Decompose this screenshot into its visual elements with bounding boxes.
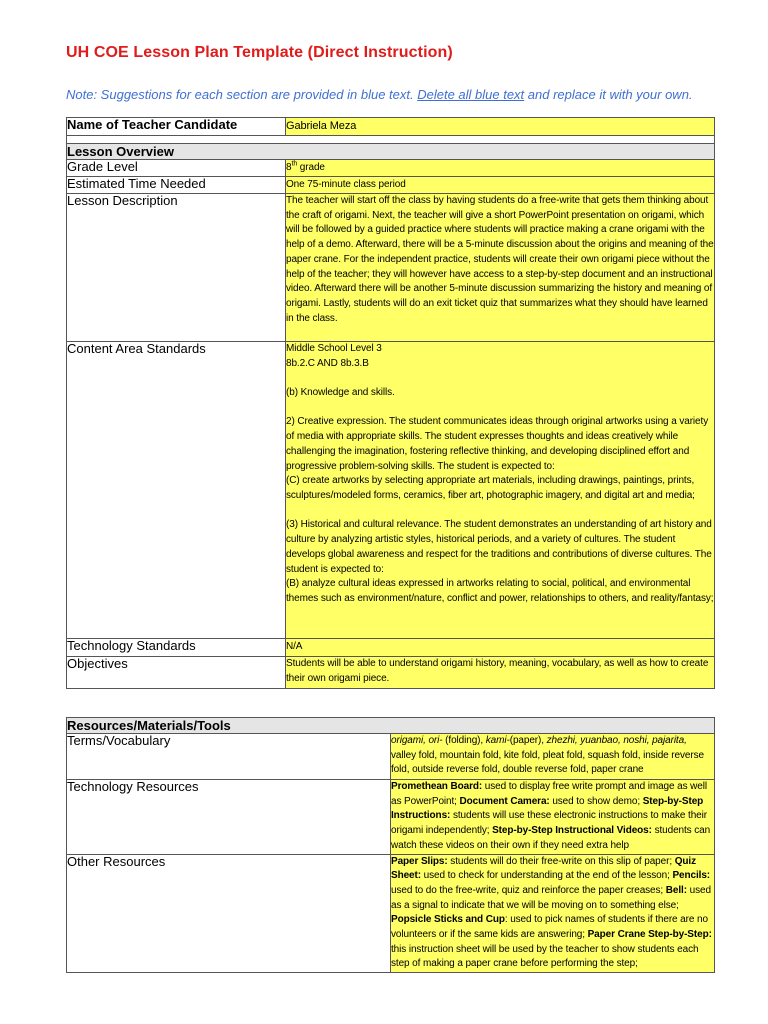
teacher-name-label: Name of Teacher Candidate [67, 118, 286, 136]
tech-resources-label: Technology Resources [67, 780, 391, 855]
lesson-overview-table [66, 117, 715, 689]
instruction-note [66, 87, 693, 102]
content-standards-label: Content Area Standards [67, 342, 286, 639]
standards-level: Middle School Level 3 [286, 343, 382, 354]
other-resources-value[interactable] [391, 854, 715, 973]
time-needed-label: Estimated Time Needed [67, 177, 286, 194]
time-needed-value[interactable]: One 75-minute class period [286, 177, 715, 194]
grade-level-label: Grade Level [67, 160, 286, 177]
resources-table [66, 717, 715, 973]
terms-value[interactable] [391, 734, 715, 780]
objectives-label: Objectives [67, 657, 286, 689]
standards-knowledge: (b) Knowledge and skills. [286, 387, 395, 399]
lesson-description-label: Lesson Description [67, 194, 286, 342]
standards-para-c: (C) create artworks by selecting appropriate art materials, including drawings, paintings, prints, sculptures/modeled forms, ceramics, fiber art, photographic imagery, and digital art and media; [286, 475, 695, 501]
grade-ordinal: th [291, 160, 298, 168]
paper-slips-desc: students will do their free-write on this slip of paper; [447, 855, 675, 867]
bell: Bell: [665, 884, 687, 896]
page-title: UH COE Lesson Plan Template (Direct Instruction) [66, 44, 453, 61]
quiz-sheet: Quiz Sheet: [391, 855, 696, 882]
pencils-desc: used to do the free-write, quiz and reinforce the paper creases; [391, 884, 666, 896]
grade-number: 8 [286, 161, 292, 173]
term-origami: origami, ori- [391, 735, 443, 746]
terms-label: Terms/Vocabulary [67, 734, 391, 780]
lesson-overview-heading: Lesson Overview [67, 144, 715, 160]
promethean-desc: used to display free write prompt and image as well as PowerPoint; [391, 781, 708, 807]
tech-resources-value[interactable] [391, 780, 715, 855]
tech-standards-label: Technology Standards [67, 639, 286, 657]
document-camera-desc: used to show demo; [549, 795, 643, 807]
standards-para-b: (B) analyze cultural ideas expressed in artworks relating to social, political, and environmental themes such as environment/nature, conflict and power, relationships to others, and reality/fantasy; [286, 578, 714, 604]
quiz-sheet-desc: used to check for understanding at the end of the lesson; [420, 870, 673, 882]
term-italic-list: zhezhi, yuanbao, noshi, pajarita, [546, 735, 687, 746]
spacer-row [67, 136, 715, 144]
promethean-board: Promethean Board: [391, 781, 483, 792]
term-kami: kami- [485, 735, 510, 746]
step-instructions-desc: students will use these electronic instructions to make their origami independently; [391, 810, 707, 837]
step-videos: Step-by-Step Instructional Videos: [492, 825, 652, 837]
lesson-description-value[interactable]: The teacher will start off the class by having students do a free-write that gets them thinking about the craft of origami. Next, the teacher will give a short PowerPoint presentation on origami, which will be followed by a guided practice where students will practice making a crane origami with the help of a demo. Afterward, there will be a 5-minute discussion about the origins and meaning of the paper crane. For the independent practice, students will create their own origami piece without the help of the teacher; they will however have access to a step-by-step document and an instructional video. Afterward there will be another 5-minute discussion summarizing the history and meaning of origami. Lastly, students will do an exit ticket quiz that summarizes what they should have learned in the class. [286, 194, 715, 342]
objectives-value[interactable]: Students will be able to understand origami history, meaning, vocabulary, as well as how to create their own origami piece. [286, 657, 715, 689]
term-paper: (paper), [509, 735, 547, 746]
paper-crane-steps-desc: this instruction sheet will be used by the teacher to show students each step of making a paper crane before performing the step; [391, 943, 699, 970]
step-instructions: Step-by-Step Instructions: [391, 795, 704, 822]
popsicle-sticks: Popsicle Sticks and Cup [391, 914, 505, 926]
pencils: Pencils: [672, 870, 711, 882]
note-underlined: Delete all blue text [417, 87, 525, 102]
bell-desc: used as a signal to indicate that we will be moving on to something else; [391, 884, 711, 911]
term-folding: (folding), [442, 735, 486, 746]
other-resources-label: Other Resources [67, 854, 391, 973]
teacher-name-value[interactable]: Gabriela Meza [286, 118, 715, 136]
content-standards-value[interactable] [286, 342, 715, 639]
paper-slips: Paper Slips: [391, 855, 448, 867]
standards-para-creative: 2) Creative expression. The student communicates ideas through original artworks using a variety of media with appropriate skills. The student expresses thoughts and ideas creatively while challenging the imagination, fostering reflective thinking, and developing disciplined effort and progressive problem-solving skills. The student is expected to: [286, 416, 709, 472]
standards-codes: 8b.2.C AND 8b.3.B [286, 357, 369, 369]
standards-para-historical: (3) Historical and cultural relevance. The student demonstrates an understanding of art history and culture by analyzing artistic styles, historical periods, and a variety of cultures. The student develops global awareness and respect for the traditions and contributions of diverse cultures. The student is expected to: [286, 519, 712, 575]
grade-word: grade [297, 161, 325, 173]
document-camera: Document Camera: [459, 795, 550, 807]
note-suffix: and replace it with your own. [524, 87, 693, 102]
paper-crane-steps: Paper Crane Step-by-Step: [587, 929, 712, 941]
grade-level-value[interactable] [286, 160, 715, 177]
step-videos-desc: students can watch these videos on their own if they need extra help [391, 825, 711, 851]
note-prefix: Note: Suggestions for each section are provided in blue text. [66, 87, 418, 102]
term-fold-list: valley fold, mountain fold, kite fold, pleat fold, squash fold, inside reverse fold, outside reverse fold, double reverse fold, paper crane [391, 749, 704, 776]
tech-standards-value[interactable]: N/A [286, 639, 715, 657]
resources-heading: Resources/Materials/Tools [67, 718, 715, 734]
popsicle-sticks-desc: : used to pick names of students if there are no volunteers or if the same kids are answering; [391, 914, 708, 941]
